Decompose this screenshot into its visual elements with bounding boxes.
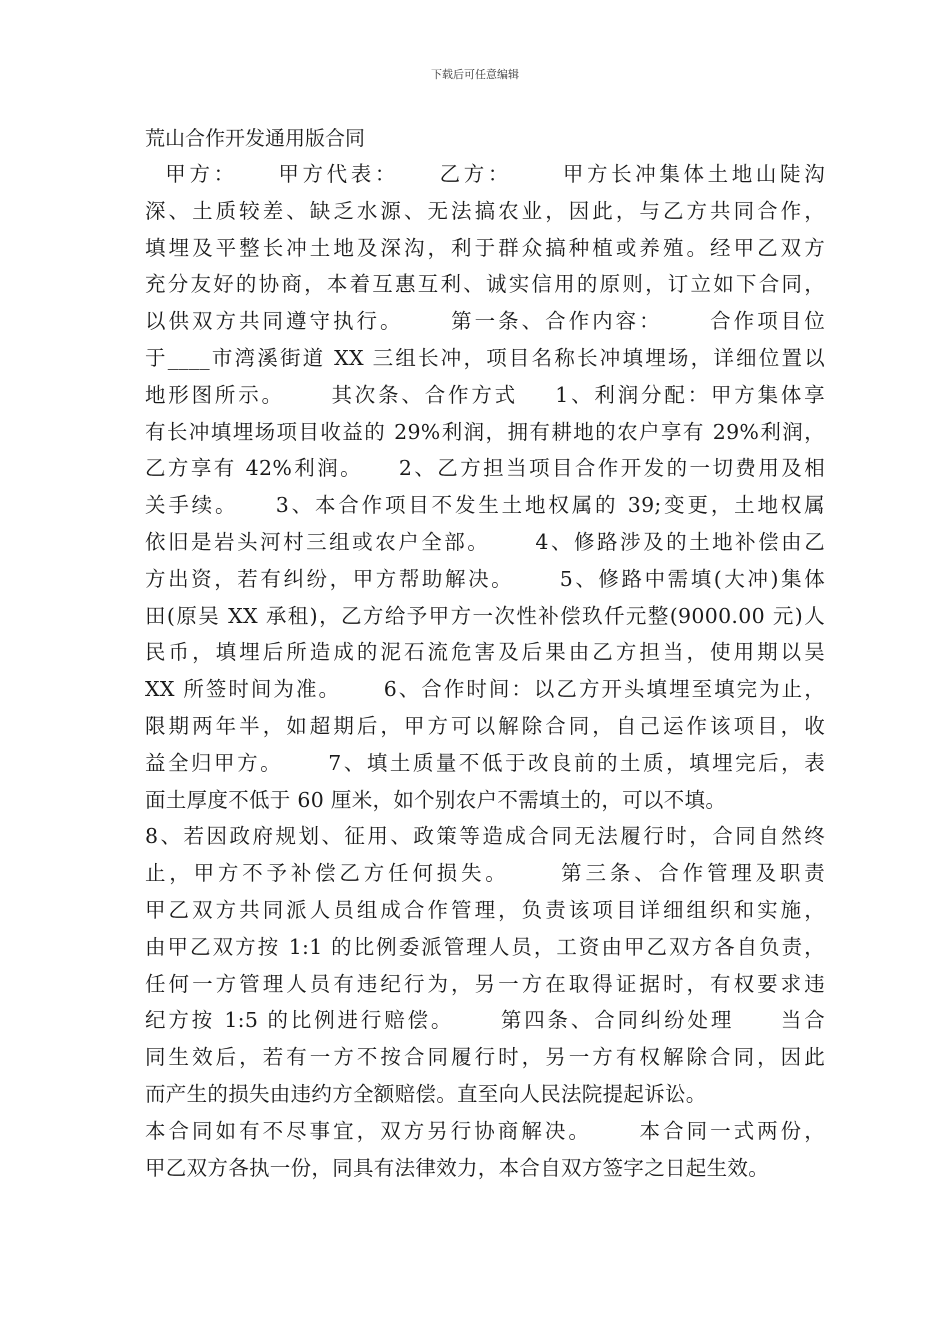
- body-line: 以供双方共同遵守执行。 第一条、合作内容： 合作项目位: [145, 309, 825, 334]
- body-line: 深、土质较差、缺乏水源、无法搞农业，因此，与乙方共同合作，: [145, 198, 825, 223]
- body-line: 甲方： 甲方代表： 乙方： 甲方长冲集体土地山陡沟: [145, 162, 825, 186]
- body-line: 止，甲方不予补偿乙方任何损失。 第三条、合作管理及职责: [145, 861, 825, 886]
- document-title: 荒山合作开发通用版合同: [145, 126, 365, 150]
- body-line: 由甲乙双方按 1:1 的比例委派管理人员，工资由甲乙双方各自负责，: [145, 934, 825, 959]
- body-line: 面土厚度不低于 60 厘米，如个别农户不需填土的，可以不填。: [145, 787, 727, 812]
- body-line: 8、若因政府规划、征用、政策等造成合同无法履行时，合同自然终: [145, 824, 825, 849]
- body-line: 田(原吴 XX 承租)，乙方给予甲方一次性补偿玖仟元整(9000.00 元)人: [145, 603, 825, 628]
- body-line: 乙方享有 42%利润。 2、乙方担当项目合作开发的一切费用及相: [145, 456, 825, 481]
- page-header: 下载后可任意编辑: [431, 68, 519, 81]
- body-line: 任何一方管理人员有违纪行为，另一方在取得证据时，有权要求违: [145, 971, 825, 996]
- body-line: 甲乙双方各执一份，同具有法律效力，本合自双方签字之日起生效。: [145, 1155, 769, 1180]
- body-line: 益全归甲方。 7、填土质量不低于改良前的土质，填埋完后，表: [145, 750, 825, 775]
- body-line: 填埋及平整长冲土地及深沟，利于群众搞种植或养殖。经甲乙双方: [145, 235, 825, 260]
- body-line: 依旧是岩头河村三组或农户全部。 4、修路涉及的土地补偿由乙: [145, 529, 825, 554]
- body-line: 纪方按 1:5 的比例进行赔偿。 第四条、合同纠纷处理 当合: [145, 1008, 825, 1033]
- body-line: 于____市湾溪街道 XX 三组长冲，项目名称长冲填埋场，详细位置以: [145, 345, 825, 370]
- body-line: 地形图所示。 其次条、合作方式 1、利润分配：甲方集体享: [145, 382, 825, 407]
- body-line: 甲乙双方共同派人员组成合作管理，负责该项目详细组织和实施，: [145, 897, 825, 922]
- body-line: 限期两年半，如超期后，甲方可以解除合同，自己运作该项目，收: [145, 713, 825, 738]
- body-line: 有长冲填埋场项目收益的 29%利润，拥有耕地的农户享有 29%利润，: [145, 419, 825, 444]
- body-line: XX 所签时间为准。 6、合作时间：以乙方开头填埋至填完为止，: [145, 677, 825, 702]
- body-line: 民币，填埋后所造成的泥石流危害及后果由乙方担当，使用期以吴: [145, 640, 825, 665]
- body-line: 方出资，若有纠纷，甲方帮助解决。 5、修路中需填(大冲)集体: [145, 566, 825, 591]
- body-line: 充分友好的协商，本着互惠互利、诚实信用的原则，订立如下合同，: [145, 272, 825, 297]
- body-line: 同生效后，若有一方不按合同履行时，另一方有权解除合同，因此: [145, 1045, 825, 1070]
- body-line: 本合同如有不尽事宜，双方另行协商解决。 本合同一式两份，: [145, 1118, 825, 1143]
- body-line: 而产生的损失由违约方全额赔偿。直至向人民法院提起诉讼。: [145, 1081, 707, 1106]
- document-body: [145, 156, 825, 1186]
- body-line: 关手续。 3、本合作项目不发生土地权属的 39;变更，土地权属: [145, 493, 825, 518]
